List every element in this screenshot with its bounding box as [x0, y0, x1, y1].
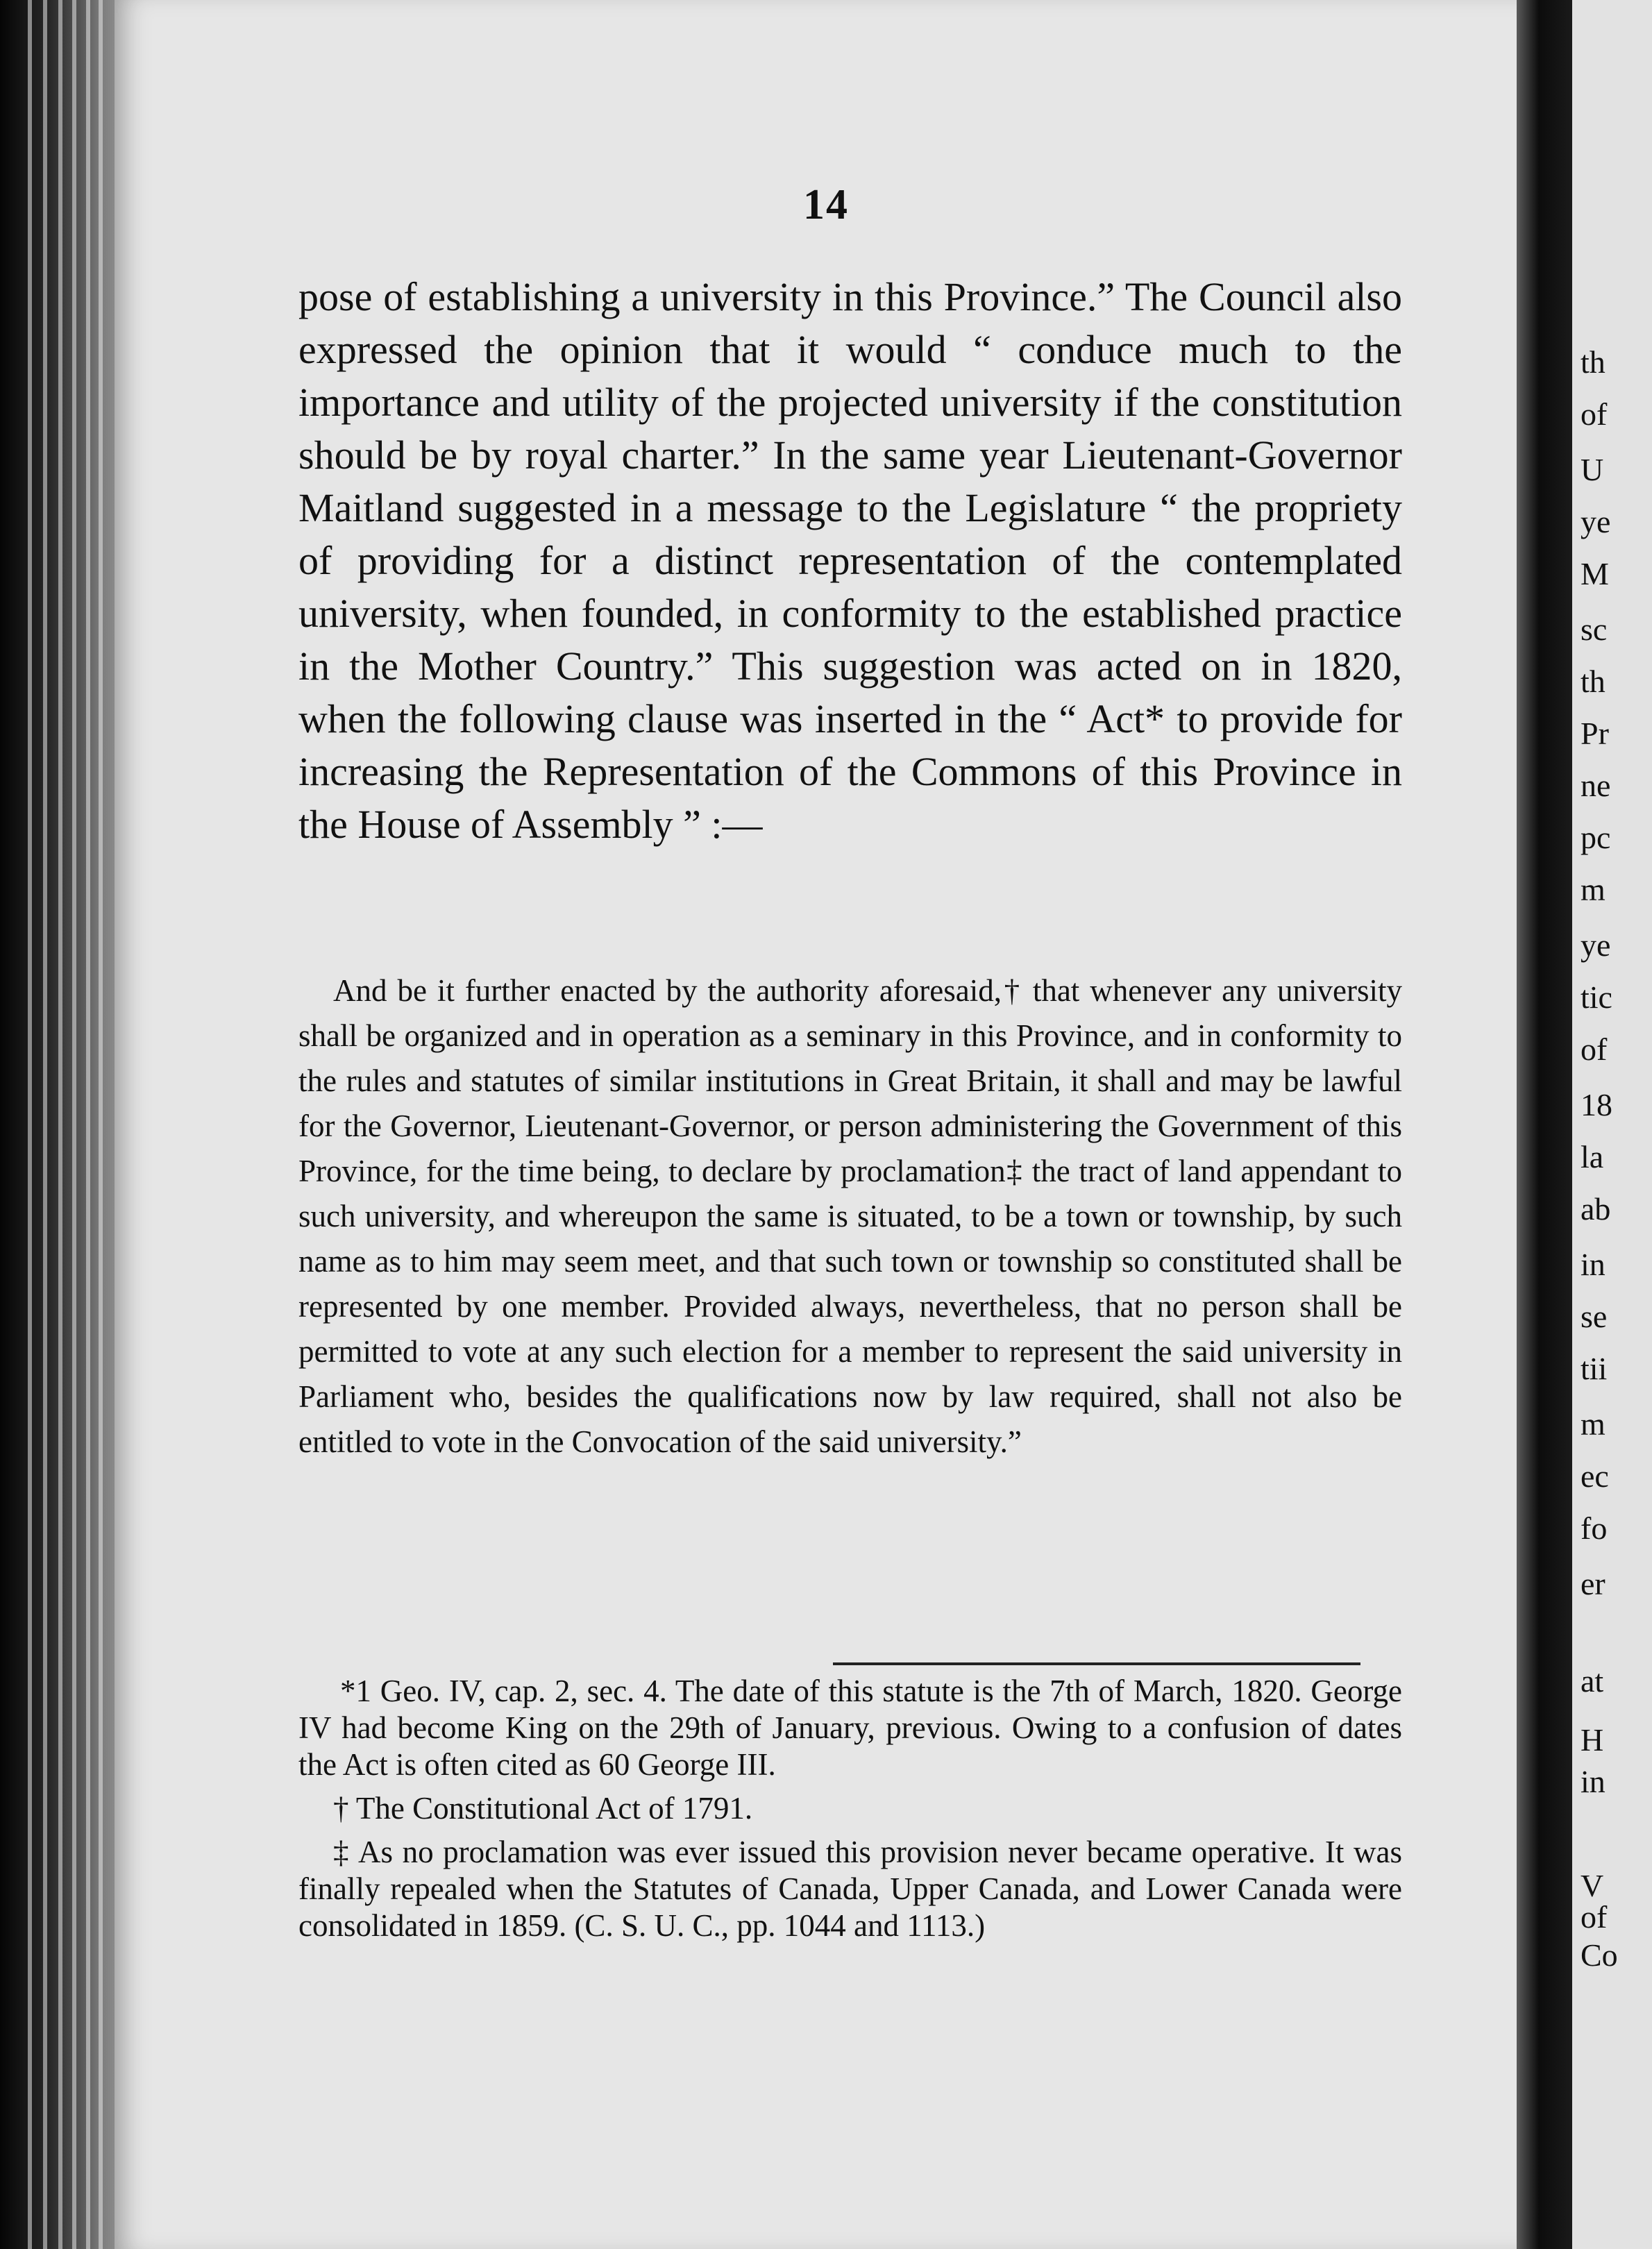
adjacent-page-fragment: ye — [1581, 927, 1611, 963]
adjacent-page-fragment: ec — [1581, 1458, 1609, 1494]
adjacent-page-fragment: ab — [1581, 1191, 1611, 1227]
adjacent-page-fragment: of — [1581, 396, 1608, 432]
adjacent-page-edge — [1572, 0, 1652, 2249]
book-gutter-shadow — [1517, 0, 1572, 2249]
adjacent-page-fragment: M — [1581, 556, 1609, 591]
adjacent-page-fragment: m — [1581, 872, 1605, 907]
adjacent-page-fragment: of — [1581, 1031, 1608, 1067]
footnote-statute-date: *1 Geo. IV, cap. 2, sec. 4. The date of this statute is the 7th of March, 1820. George IV had become King on the 29th of January, previous. Owing to a confusion of dates the Act is often cited as 60 George III. — [298, 1674, 1402, 1782]
adjacent-page-fragment: tic — [1581, 979, 1612, 1015]
adjacent-page-fragment: in — [1581, 1764, 1605, 1799]
adjacent-page-fragment: se — [1581, 1299, 1608, 1334]
adjacent-page-fragment: at — [1581, 1663, 1604, 1699]
adjacent-page-fragment: ye — [1581, 504, 1611, 539]
adjacent-page-fragment: pc — [1581, 820, 1611, 855]
adjacent-page-fragment: m — [1581, 1406, 1605, 1442]
adjacent-page-fragment: Co — [1581, 1937, 1618, 1973]
adjacent-page-fragment: th — [1581, 664, 1605, 699]
adjacent-page-fragment: er — [1581, 1566, 1605, 1601]
adjacent-page-fragment: sc — [1581, 612, 1608, 647]
footnotes — [298, 1673, 1402, 1951]
adjacent-page-fragment: th — [1581, 344, 1605, 380]
adjacent-page-fragment: la — [1581, 1139, 1604, 1174]
footnote-constitutional-act: † The Constitutional Act of 1791. — [333, 1791, 753, 1826]
quoted-clause-text: And be it further enacted by the authority aforesaid,† that whenever any university shall be organized and in operation as a seminary in this Province, and in conformity to the rules and statutes of similar institutions in Great Britain, it shall and may be lawful for the Governor, Lieutenant-Governor, or person administering the Government of this Province, for the time being, to declare by proclamation‡ the tract of land appendant to such university, and whereupon the same is situated, to be a town or township, by such name as to him may seem meet, and that such town or township so constituted shall be represented by one member. Provided always, nevertheless, that no person shall be permitted to vote at any such election for a member to represent the said university in Parliament who, besides the qualifications now by law required, shall not also be entitled to vote in the Convocation of the said university.” — [298, 973, 1402, 1459]
adjacent-page-fragment: tii — [1581, 1351, 1608, 1386]
quoted-statute-clause — [298, 968, 1402, 1465]
adjacent-page-fragment: Pr — [1581, 716, 1609, 751]
adjacent-page-fragment: V — [1581, 1868, 1604, 1903]
page-number: 14 — [803, 181, 849, 228]
footnote-proclamation: ‡ As no proclamation was ever issued this provision never became operative. It was finally repealed when the Statutes of Canada, Upper Canada, and Lower Canada were consolidated in 1859. (C. S. U. C., pp. 1044 and 1113.) — [298, 1835, 1402, 1943]
main-paragraph — [298, 271, 1402, 851]
adjacent-page-fragment: U — [1581, 452, 1604, 487]
adjacent-page-fragment: fo — [1581, 1510, 1608, 1546]
main-paragraph-text: pose of establishing a university in this Province.” The Council also expressed the opinion that it would “ conduce much to the importance and utility of the projected university if the constitution should be by royal charter.” In the same year Lieutenant-Governor Maitland suggested in a message to the Legislature “ the propriety of providing for a distinct representation of the contemplated university, when founded, in conformity to the established practice in the Mother Country.” This suggestion was acted on in 1820, when the following clause was inserted in the “ Act* to provide for increasing the Representation of the Commons of this Province in the House of Assembly ” :— — [298, 274, 1402, 847]
adjacent-page-fragment: in — [1581, 1247, 1605, 1282]
adjacent-page-fragment: of — [1581, 1899, 1608, 1935]
adjacent-page-fragment: ne — [1581, 768, 1611, 803]
footnote-separator — [833, 1662, 1360, 1665]
adjacent-page-fragment: H — [1581, 1722, 1604, 1758]
adjacent-page-fragment: 18 — [1581, 1087, 1612, 1122]
